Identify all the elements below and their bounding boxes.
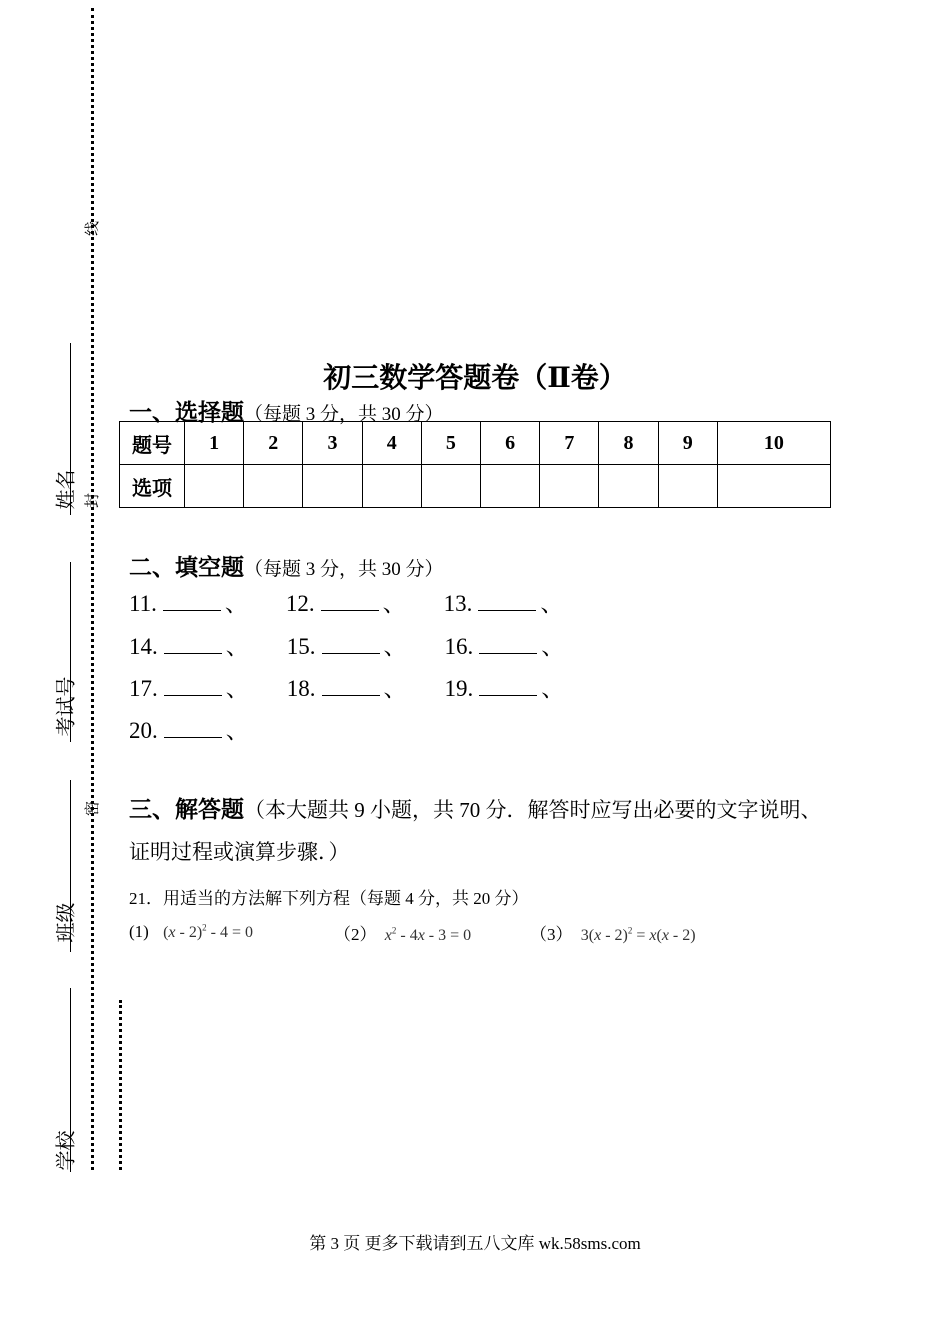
- section1-heading: 一、选择题: [129, 400, 244, 425]
- class-write-line[interactable]: [70, 780, 71, 952]
- margin-mark-seal: 封: [85, 492, 102, 509]
- name-label: 姓名: [55, 469, 78, 510]
- question-number: 4: [362, 422, 421, 465]
- margin-mark-secret: 密: [85, 800, 102, 817]
- question-number: 9: [658, 422, 717, 465]
- fill-blank[interactable]: [322, 635, 380, 654]
- equation-1-formula: (x - 2)$^2$ - 4 = 0: [163, 922, 254, 941]
- fill-item-number: 17.: [129, 676, 158, 701]
- fill-blank[interactable]: [479, 635, 537, 654]
- answer-cell[interactable]: [717, 465, 830, 508]
- table-row-head-number: 题号: [120, 422, 185, 465]
- section3-note: （本大题共 9 小题，共 70 分．解答时应写出必要的文字说明、证明过程或演算步骤．）: [129, 798, 822, 864]
- fill-row-4: 20. 、: [129, 718, 249, 743]
- fill-item-number: 12.: [285, 591, 315, 616]
- school-label: 学校: [55, 1130, 78, 1171]
- fill-blank[interactable]: [163, 592, 221, 611]
- answer-table: [119, 421, 831, 508]
- answer-cell[interactable]: [658, 465, 717, 508]
- equation-2-formula: $x^2 - 4x - 3 = 0$: [384, 925, 472, 944]
- fill-blank[interactable]: [164, 719, 222, 738]
- section2-heading-row: [129, 549, 444, 582]
- fill-item-number: 13.: [443, 591, 473, 616]
- equation-1-label: (1): [129, 922, 149, 941]
- section2-heading: 二、填空题: [129, 555, 244, 580]
- fill-item-number: 16.: [444, 634, 474, 659]
- section1-note: （每题 3 分，共 30 分）: [244, 404, 444, 425]
- page-footer: 第 3 页 更多下载请到五八文库 wk.58sms.com: [309, 1234, 641, 1253]
- equation-3-formula: 3(x - 2)$^2$ = x(x - 2): [580, 925, 696, 944]
- fill-item-number: 18.: [286, 676, 316, 701]
- table-row-head-choice: 选项: [120, 465, 185, 508]
- fill-row-1: 11. 、 12. 、 13. 、: [129, 591, 564, 616]
- answer-cell[interactable]: [540, 465, 599, 508]
- equation-2: [334, 920, 471, 945]
- question-number: 8: [599, 422, 658, 465]
- binding-dotted-line-inner: [119, 1000, 122, 1170]
- answer-cell[interactable]: [244, 465, 303, 508]
- fill-blank[interactable]: [164, 635, 222, 654]
- margin-mark-line: 线: [85, 220, 102, 237]
- question-number: 5: [421, 422, 480, 465]
- fill-item-number: 15.: [286, 634, 316, 659]
- answer-table-choice-row: [120, 465, 831, 508]
- answer-cell[interactable]: [421, 465, 480, 508]
- school-write-line[interactable]: [70, 988, 71, 1172]
- answer-cell[interactable]: [362, 465, 421, 508]
- question-number: 1: [185, 422, 244, 465]
- fill-blank[interactable]: [478, 592, 536, 611]
- fill-item-number: 14.: [129, 634, 158, 659]
- answer-table-number-row: [120, 422, 831, 465]
- fill-blank[interactable]: [164, 677, 222, 696]
- section3-heading: 三、解答题: [129, 797, 244, 822]
- fill-blank[interactable]: [321, 592, 379, 611]
- question-number: 7: [540, 422, 599, 465]
- fill-blank[interactable]: [322, 677, 380, 696]
- question-number: 2: [244, 422, 303, 465]
- question-21-text: 21．用适当的方法解下列方程（每题 4 分，共 20 分）: [129, 889, 529, 908]
- section2-note: （每题 3 分，共 30 分）: [244, 559, 444, 580]
- equation-3: [530, 920, 696, 945]
- answer-cell[interactable]: [185, 465, 244, 508]
- question-number: 3: [303, 422, 362, 465]
- answer-cell[interactable]: [481, 465, 540, 508]
- page-title: 初三数学答题卷（Ⅱ卷）: [323, 363, 627, 394]
- exam-no-label: 考试号: [55, 676, 78, 737]
- equation-1: [129, 922, 253, 942]
- class-label: 班级: [55, 902, 78, 943]
- answer-cell[interactable]: [599, 465, 658, 508]
- fill-item-number: 11.: [129, 591, 157, 616]
- answer-cell[interactable]: [303, 465, 362, 508]
- fill-row-3: 17. 、 18. 、 19. 、: [129, 676, 565, 701]
- question-number: 6: [481, 422, 540, 465]
- fill-row-2: 14. 、 15. 、 16. 、: [129, 634, 565, 659]
- section3-paragraph: [129, 789, 829, 873]
- exam-no-write-line[interactable]: [70, 562, 71, 742]
- fill-blank[interactable]: [479, 677, 537, 696]
- equation-2-label: （2）: [334, 925, 377, 944]
- fill-item-number: 19.: [444, 676, 474, 701]
- fill-item-number: 20.: [129, 718, 158, 743]
- equation-3-label: （3）: [530, 925, 573, 944]
- binding-dotted-line-outer: [91, 8, 94, 1170]
- question-number: 10: [717, 422, 830, 465]
